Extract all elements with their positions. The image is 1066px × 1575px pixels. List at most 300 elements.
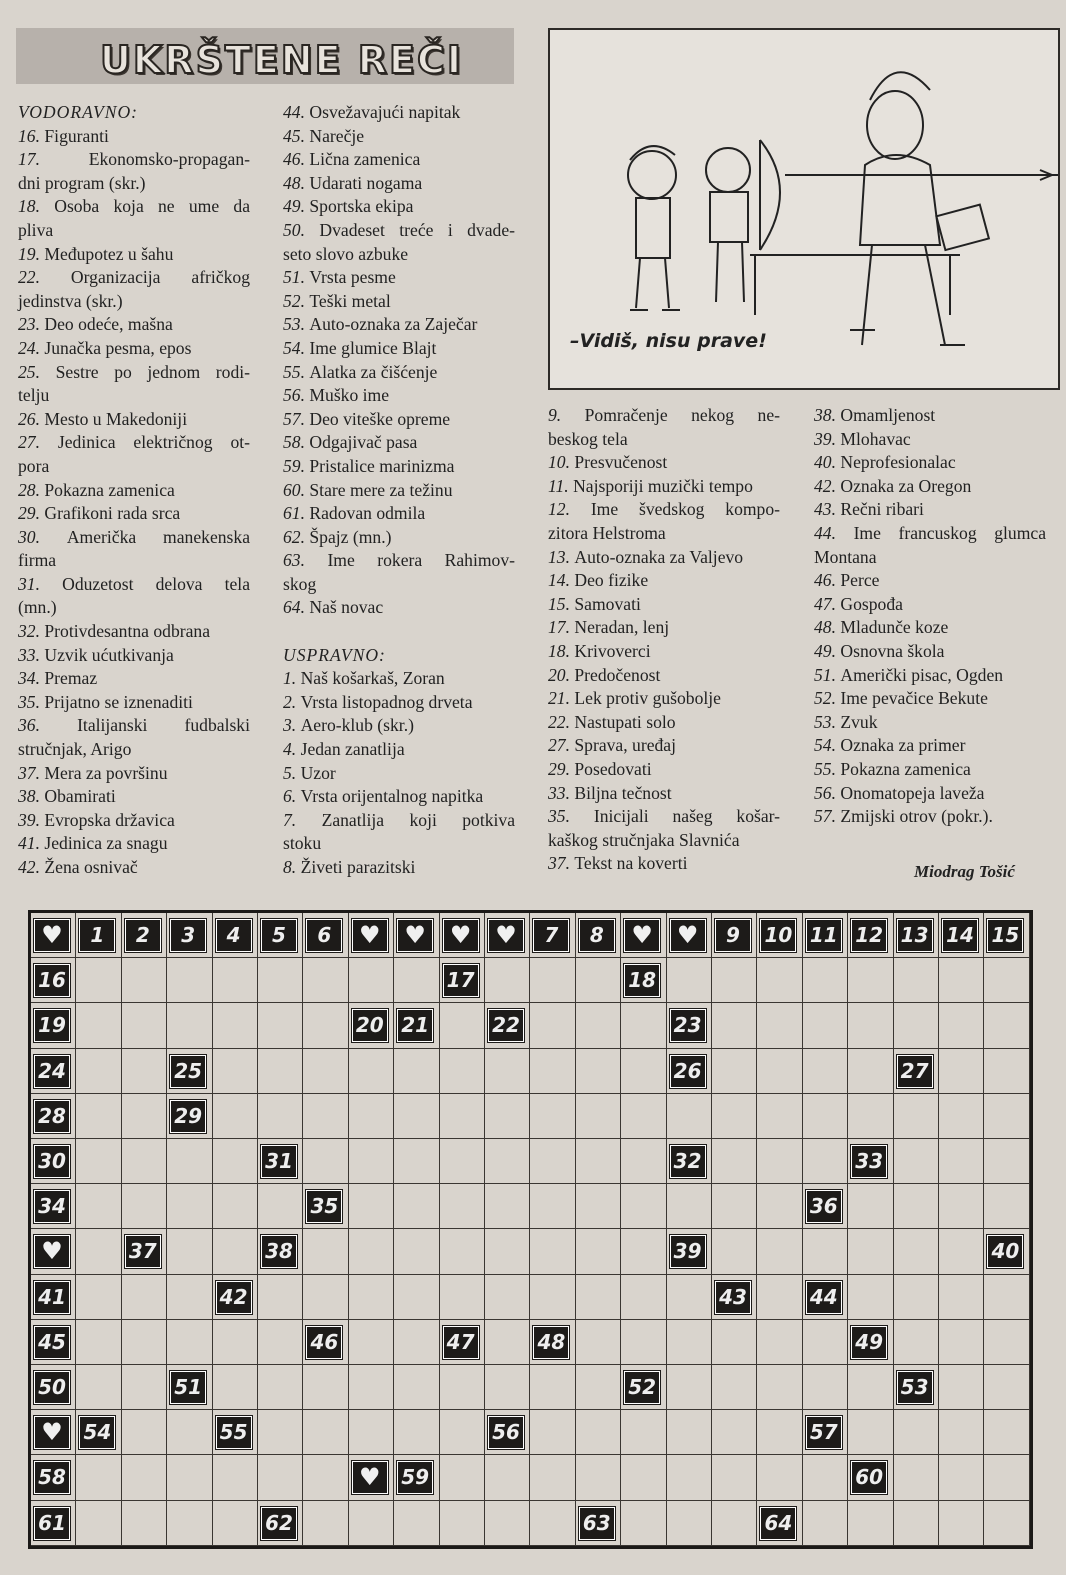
answer-cell[interactable] [667,1365,712,1410]
answer-cell[interactable] [712,1003,757,1048]
answer-cell[interactable] [530,1455,575,1500]
answer-cell[interactable] [303,1094,348,1139]
answer-cell[interactable] [76,1003,121,1048]
numbered-cell [258,1501,303,1546]
answer-cell[interactable] [76,1501,121,1546]
answer-cell[interactable] [349,1139,394,1184]
answer-cell[interactable] [76,1139,121,1184]
clue-text: Deo fizike [574,570,649,591]
answer-cell[interactable] [530,1184,575,1229]
answer-cell[interactable] [712,1365,757,1410]
answer-cell[interactable] [440,1365,485,1410]
answer-cell[interactable] [394,1410,439,1455]
answer-cell[interactable] [303,1410,348,1455]
answer-cell[interactable] [939,1501,984,1546]
answer-cell[interactable] [894,1094,939,1139]
answer-cell[interactable] [576,1003,621,1048]
answer-cell[interactable] [576,1410,621,1455]
answer-cell[interactable] [984,1275,1029,1320]
answer-cell[interactable] [803,1003,848,1048]
answer-cell[interactable] [667,1320,712,1365]
clue-number: 37. [18,762,45,783]
answer-cell[interactable] [848,1229,893,1274]
answer-cell[interactable] [122,1049,167,1094]
answer-cell[interactable] [122,1455,167,1500]
answer-cell[interactable] [394,1320,439,1365]
answer-cell[interactable] [485,1455,530,1500]
answer-cell[interactable] [712,1410,757,1455]
answer-cell[interactable] [76,1094,121,1139]
clue-number: 43. [814,499,841,520]
answer-cell[interactable] [258,1275,303,1320]
clue-text: Žena osnivač [44,857,138,877]
answer-cell[interactable] [576,958,621,1003]
answer-cell[interactable] [757,1003,802,1048]
answer-cell[interactable] [712,1455,757,1500]
answer-cell[interactable] [576,1455,621,1500]
answer-cell[interactable] [440,1184,485,1229]
answer-cell[interactable] [485,958,530,1003]
answer-cell[interactable] [576,1275,621,1320]
answer-cell[interactable] [213,1365,258,1410]
answer-cell[interactable] [122,958,167,1003]
answer-cell[interactable] [667,1275,712,1320]
answer-cell[interactable] [712,1139,757,1184]
answer-cell[interactable] [167,1410,212,1455]
clue-text: Jedinica za snagu [44,833,168,854]
answer-cell[interactable] [939,1320,984,1365]
answer-cell[interactable] [530,958,575,1003]
answer-cell[interactable] [939,1229,984,1274]
answer-cell[interactable] [984,958,1029,1003]
clue-text: Organizacija afričkog [70,267,251,288]
answer-cell[interactable] [303,1229,348,1274]
answer-cell[interactable] [939,1094,984,1139]
answer-cell[interactable] [349,1275,394,1320]
answer-cell[interactable] [803,1229,848,1274]
answer-cell[interactable] [485,1139,530,1184]
answer-cell[interactable] [213,1094,258,1139]
answer-cell[interactable] [349,1229,394,1274]
clue-number-box: 52 [624,1371,660,1404]
clue-number-box: 4 [216,919,252,952]
answer-cell[interactable] [576,1320,621,1365]
answer-cell[interactable] [258,1049,303,1094]
answer-cell[interactable] [213,1320,258,1365]
answer-cell[interactable] [848,1184,893,1229]
answer-cell[interactable] [167,1184,212,1229]
answer-cell[interactable] [984,1455,1029,1500]
answer-cell[interactable] [712,1320,757,1365]
answer-cell[interactable] [258,1094,303,1139]
answer-cell[interactable] [167,1320,212,1365]
answer-cell[interactable] [530,1229,575,1274]
answer-cell[interactable] [939,1455,984,1500]
numbered-cell [803,1275,848,1320]
answer-cell[interactable] [576,1139,621,1184]
answer-cell[interactable] [621,1139,666,1184]
answer-cell[interactable] [349,1410,394,1455]
clue-column-2 [283,101,515,880]
answer-cell[interactable] [394,958,439,1003]
clue-text: skog [283,573,317,594]
answer-cell[interactable] [122,1410,167,1455]
answer-cell[interactable] [349,1365,394,1410]
answer-cell[interactable] [939,1275,984,1320]
answer-cell[interactable] [530,1275,575,1320]
answer-cell[interactable] [757,1410,802,1455]
answer-cell[interactable] [213,1139,258,1184]
numbered-cell [76,1410,121,1455]
clue [18,408,250,432]
answer-cell[interactable] [803,1139,848,1184]
answer-cell[interactable] [757,1184,802,1229]
answer-cell[interactable] [122,1320,167,1365]
answer-cell[interactable] [621,1229,666,1274]
answer-cell[interactable] [258,1455,303,1500]
answer-cell[interactable] [485,1184,530,1229]
answer-cell[interactable] [530,1139,575,1184]
answer-cell[interactable] [984,1410,1029,1455]
clue-text: jedinstva (skr.) [18,290,123,311]
clue-number-box: 62 [261,1507,297,1540]
answer-cell[interactable] [440,1229,485,1274]
clue-number-box: 33 [851,1145,887,1178]
answer-cell[interactable] [122,1094,167,1139]
answer-cell[interactable] [712,1229,757,1274]
answer-cell[interactable] [712,1184,757,1229]
clue-number: 17. [548,617,575,638]
answer-cell[interactable] [440,1455,485,1500]
numbered-cell [803,1184,848,1229]
clue [814,734,1046,758]
answer-cell[interactable] [667,1184,712,1229]
clue-number: 33. [548,782,575,803]
clue [283,125,515,149]
answer-cell[interactable] [621,1410,666,1455]
answer-cell[interactable] [757,958,802,1003]
numbered-cell [31,1455,76,1500]
answer-cell[interactable] [939,1003,984,1048]
clue-number: 36. [18,715,78,736]
clue [283,573,515,597]
answer-cell[interactable] [440,1094,485,1139]
answer-cell[interactable] [712,958,757,1003]
clue-text: Perce [840,570,880,591]
answer-cell[interactable] [984,1049,1029,1094]
answer-cell[interactable] [76,1320,121,1365]
answer-cell[interactable] [894,1139,939,1184]
answer-cell[interactable] [848,1275,893,1320]
answer-cell[interactable] [213,1003,258,1048]
answer-cell[interactable] [349,958,394,1003]
answer-cell[interactable] [122,1275,167,1320]
answer-cell[interactable] [530,1049,575,1094]
answer-cell[interactable] [349,1094,394,1139]
answer-cell[interactable] [712,1501,757,1546]
clue [548,664,780,688]
answer-cell[interactable] [76,1184,121,1229]
answer-cell[interactable] [349,1184,394,1229]
answer-cell[interactable] [757,1365,802,1410]
answer-cell[interactable] [167,1501,212,1546]
clue-number: 9. [548,405,585,425]
answer-cell[interactable] [167,1139,212,1184]
answer-cell[interactable] [394,1094,439,1139]
numbered-cell [349,1003,394,1048]
clue-number: 42. [814,475,841,496]
answer-cell[interactable] [984,1003,1029,1048]
answer-cell[interactable] [76,958,121,1003]
answer-cell[interactable] [76,1365,121,1410]
answer-cell[interactable] [76,1229,121,1274]
answer-cell[interactable] [485,1049,530,1094]
answer-cell[interactable] [76,1049,121,1094]
answer-cell[interactable] [485,1094,530,1139]
answer-cell[interactable] [394,1049,439,1094]
answer-cell[interactable] [848,1094,893,1139]
answer-cell[interactable] [440,1410,485,1455]
answer-cell[interactable] [303,1455,348,1500]
clue-text: Ime glumice Blajt [309,337,437,358]
answer-cell[interactable] [894,1501,939,1546]
clue [18,762,250,786]
answer-cell[interactable] [712,1094,757,1139]
answer-cell[interactable] [349,1320,394,1365]
answer-cell[interactable] [485,1229,530,1274]
answer-cell[interactable] [757,1139,802,1184]
answer-cell[interactable] [258,1320,303,1365]
answer-cell[interactable] [303,1003,348,1048]
answer-cell[interactable] [621,1003,666,1048]
answer-cell[interactable] [213,1049,258,1094]
clue-text: Rečni ribari [840,499,924,520]
clue-number-box: 29 [170,1100,206,1133]
answer-cell[interactable] [530,1501,575,1546]
answer-cell[interactable] [530,1094,575,1139]
answer-cell[interactable] [122,1003,167,1048]
answer-cell[interactable] [576,1365,621,1410]
answer-cell[interactable] [848,1365,893,1410]
answer-cell[interactable] [939,1139,984,1184]
answer-cell[interactable] [757,1275,802,1320]
answer-cell[interactable] [621,1094,666,1139]
clue [18,502,250,526]
clue-number: 59. [283,455,310,476]
answer-cell[interactable] [394,1275,439,1320]
answer-cell[interactable] [122,1184,167,1229]
answer-cell[interactable] [213,1229,258,1274]
answer-cell[interactable] [894,1003,939,1048]
numbered-cell [485,1003,530,1048]
answer-cell[interactable] [803,1094,848,1139]
answer-cell[interactable] [122,1501,167,1546]
answer-cell[interactable] [757,1455,802,1500]
answer-cell[interactable] [894,1275,939,1320]
answer-cell[interactable] [667,958,712,1003]
answer-cell[interactable] [440,1003,485,1048]
clue-text: zitora Helstroma [548,522,666,543]
clue-text: Zvuk [840,711,878,732]
clue-text: Jedan zanatlija [300,739,405,760]
clue-number-box: 19 [34,1009,70,1042]
answer-cell[interactable] [167,1229,212,1274]
answer-cell[interactable] [303,1139,348,1184]
answer-cell[interactable] [303,1049,348,1094]
answer-cell[interactable] [303,958,348,1003]
answer-cell[interactable] [984,1094,1029,1139]
clue-number: 21. [548,688,575,709]
numbered-cell [848,1139,893,1184]
answer-cell[interactable] [984,1184,1029,1229]
clue-number: 29. [18,503,45,524]
answer-cell[interactable] [667,1410,712,1455]
answer-cell[interactable] [485,1275,530,1320]
answer-cell[interactable] [848,958,893,1003]
answer-cell[interactable] [621,1275,666,1320]
answer-cell[interactable] [803,1501,848,1546]
answer-cell[interactable] [576,1184,621,1229]
clue-number: 63. [283,550,328,571]
answer-cell[interactable] [848,1003,893,1048]
answer-cell[interactable] [621,1184,666,1229]
answer-cell[interactable] [122,1139,167,1184]
answer-cell[interactable] [712,1049,757,1094]
answer-cell[interactable] [621,1455,666,1500]
clue [18,644,250,668]
answer-cell[interactable] [167,1003,212,1048]
answer-cell[interactable] [440,1501,485,1546]
answer-cell[interactable] [984,1320,1029,1365]
numbered-cell [485,913,530,958]
clue [283,479,515,503]
answer-cell[interactable] [803,1455,848,1500]
answer-cell[interactable] [984,1139,1029,1184]
answer-cell[interactable] [167,1455,212,1500]
answer-cell[interactable] [667,1501,712,1546]
clue-number: 50. [283,219,320,240]
answer-cell[interactable] [167,1275,212,1320]
answer-cell[interactable] [757,1320,802,1365]
clue [18,243,250,267]
clue-text: Samovati [574,593,641,614]
answer-cell[interactable] [848,1410,893,1455]
answer-cell[interactable] [485,1365,530,1410]
answer-cell[interactable] [984,1365,1029,1410]
clue-text: Deo viteške opreme [309,408,451,429]
answer-cell[interactable] [213,1455,258,1500]
answer-cell[interactable] [440,1275,485,1320]
answer-cell[interactable] [122,1365,167,1410]
clue [18,479,250,503]
answer-cell[interactable] [530,1003,575,1048]
answer-cell[interactable] [939,1365,984,1410]
clue-text: Živeti parazitski [300,857,416,877]
answer-cell[interactable] [667,1455,712,1500]
answer-cell[interactable] [303,1501,348,1546]
answer-cell[interactable] [621,1501,666,1546]
clue-text: Krivoverci [574,640,651,661]
clue [548,475,780,499]
answer-cell[interactable] [76,1275,121,1320]
crossword-grid [28,910,1033,1549]
answer-cell[interactable] [939,958,984,1003]
clue-text: Onomatopeja laveža [840,782,985,803]
answer-cell[interactable] [530,1410,575,1455]
answer-cell[interactable] [894,1455,939,1500]
answer-cell[interactable] [576,1094,621,1139]
answer-cell[interactable] [894,1184,939,1229]
answer-cell[interactable] [939,1049,984,1094]
answer-cell[interactable] [984,1501,1029,1546]
answer-cell[interactable] [349,1501,394,1546]
answer-cell[interactable] [258,1365,303,1410]
answer-cell[interactable] [213,1501,258,1546]
answer-cell[interactable] [576,1049,621,1094]
numbered-cell [31,1094,76,1139]
clue-text: Omamljenost [840,405,936,425]
answer-cell[interactable] [803,1365,848,1410]
answer-cell[interactable] [303,1275,348,1320]
answer-cell[interactable] [621,1049,666,1094]
answer-cell[interactable] [848,1049,893,1094]
clue [814,664,1046,688]
answer-cell[interactable] [258,1410,303,1455]
answer-cell[interactable] [803,1320,848,1365]
answer-cell[interactable] [757,1229,802,1274]
answer-cell[interactable] [258,1003,303,1048]
answer-cell[interactable] [394,1139,439,1184]
answer-cell[interactable] [213,958,258,1003]
answer-cell[interactable] [440,1139,485,1184]
answer-cell[interactable] [213,1184,258,1229]
answer-cell[interactable] [939,1184,984,1229]
answer-cell[interactable] [76,1455,121,1500]
answer-cell[interactable] [894,1229,939,1274]
clue-number-box: 45 [34,1326,70,1359]
clue-text: Presvučenost [574,452,668,473]
answer-cell[interactable] [803,958,848,1003]
answer-cell[interactable] [757,1094,802,1139]
answer-cell[interactable] [530,1365,575,1410]
answer-cell[interactable] [394,1229,439,1274]
answer-cell[interactable] [894,1320,939,1365]
answer-cell[interactable] [576,1229,621,1274]
clue-number: 55. [283,361,310,382]
answer-cell[interactable] [757,1049,802,1094]
answer-cell[interactable] [258,1184,303,1229]
answer-cell[interactable] [894,958,939,1003]
answer-cell[interactable] [803,1049,848,1094]
answer-cell[interactable] [485,1501,530,1546]
answer-cell[interactable] [667,1094,712,1139]
clue [283,101,515,125]
answer-cell[interactable] [394,1184,439,1229]
clue [18,596,250,620]
answer-cell[interactable] [621,1320,666,1365]
answer-cell[interactable] [167,958,212,1003]
answer-cell[interactable] [303,1365,348,1410]
answer-cell[interactable] [349,1049,394,1094]
answer-cell[interactable] [394,1501,439,1546]
answer-cell[interactable] [258,958,303,1003]
answer-cell[interactable] [848,1501,893,1546]
answer-cell[interactable] [485,1320,530,1365]
answer-cell[interactable] [939,1410,984,1455]
answer-cell[interactable] [394,1365,439,1410]
answer-cell[interactable] [894,1410,939,1455]
answer-cell[interactable] [440,1049,485,1094]
